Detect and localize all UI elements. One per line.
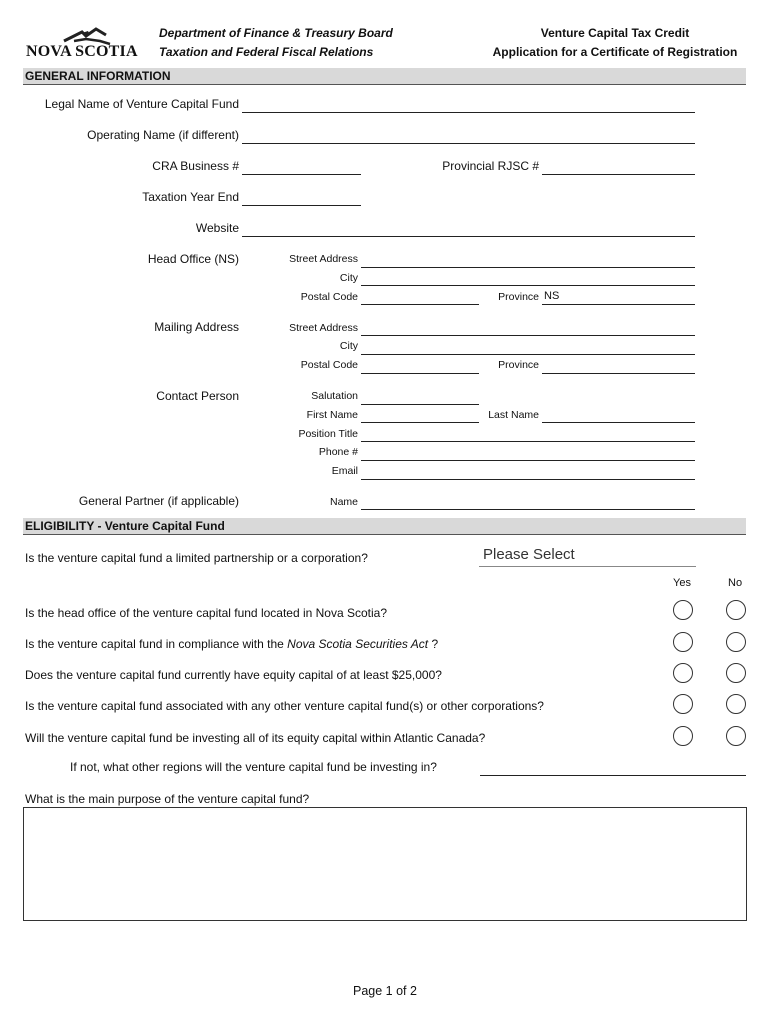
position-title-label: Position Title bbox=[298, 428, 358, 440]
entity-type-select-value: Please Select bbox=[483, 546, 575, 563]
cra-business-label: CRA Business # bbox=[152, 159, 239, 173]
mailing-street-field[interactable] bbox=[361, 335, 695, 336]
head-office-province-field[interactable] bbox=[542, 304, 695, 305]
mailing-postal-label: Postal Code bbox=[300, 359, 358, 371]
lp-or-corporation-question: Is the venture capital fund a limited partnership or a corporation? bbox=[25, 551, 368, 565]
head-office-label: Head Office (NS) bbox=[147, 252, 239, 266]
form-title-line-1: Venture Capital Tax Credit bbox=[540, 26, 690, 40]
position-title-field[interactable] bbox=[361, 441, 695, 442]
mailing-address-label: Mailing Address bbox=[154, 320, 239, 334]
mailing-province-field[interactable] bbox=[542, 373, 695, 374]
phone-label: Phone # bbox=[318, 446, 358, 458]
atlantic-canada-no-radio[interactable] bbox=[726, 726, 746, 746]
head-office-city-label: City bbox=[339, 272, 358, 284]
equity-capital-no-radio[interactable] bbox=[726, 663, 746, 683]
cra-business-field[interactable] bbox=[242, 174, 361, 175]
website-field[interactable] bbox=[242, 236, 695, 237]
no-column-header: No bbox=[728, 577, 743, 589]
securities-act-name: Nova Scotia Securities Act bbox=[287, 637, 429, 651]
mailing-city-field[interactable] bbox=[361, 354, 695, 355]
main-purpose-textarea[interactable] bbox=[23, 807, 747, 921]
atlantic-canada-question: Will the venture capital fund be investing all of its equity capital within Atlantic Canada? bbox=[25, 731, 486, 745]
head-office-province-value: NS bbox=[544, 290, 560, 302]
department-line-2: Taxation and Federal Fiscal Relations bbox=[159, 45, 374, 59]
securities-act-question-prefix: Is the venture capital fund in compliance with the bbox=[25, 637, 288, 651]
entity-type-select[interactable] bbox=[479, 544, 696, 567]
head-office-postal-field[interactable] bbox=[361, 304, 479, 305]
associated-funds-no-radio[interactable] bbox=[726, 694, 746, 714]
securities-act-question bbox=[25, 637, 438, 651]
general-information-section-header: GENERAL INFORMATION bbox=[23, 68, 746, 85]
atlantic-canada-yes-radio[interactable] bbox=[673, 726, 693, 746]
email-label: Email bbox=[331, 465, 358, 477]
general-partner-label: General Partner (if applicable) bbox=[78, 494, 239, 508]
last-name-field[interactable] bbox=[542, 422, 695, 423]
phone-field[interactable] bbox=[361, 460, 695, 461]
eligibility-section-header: ELIGIBILITY - Venture Capital Fund bbox=[23, 518, 746, 535]
head-office-street-field[interactable] bbox=[361, 267, 695, 268]
first-name-label: First Name bbox=[306, 409, 358, 421]
associated-funds-question: Is the venture capital fund associated with any other venture capital fund(s) or other corporations? bbox=[25, 699, 544, 713]
head-office-province-label: Province bbox=[498, 291, 539, 303]
page-number: Page 1 of 2 bbox=[353, 984, 417, 998]
head-office-city-field[interactable] bbox=[361, 285, 695, 286]
taxation-year-end-field[interactable] bbox=[242, 205, 361, 206]
head-office-postal-label: Postal Code bbox=[300, 291, 358, 303]
securities-act-no-radio[interactable] bbox=[726, 632, 746, 652]
form-title-line-2: Application for a Certificate of Registration bbox=[492, 45, 738, 59]
operating-name-field[interactable] bbox=[242, 143, 695, 144]
yes-column-header: Yes bbox=[673, 577, 691, 589]
securities-act-yes-radio[interactable] bbox=[673, 632, 693, 652]
first-name-field[interactable] bbox=[361, 422, 479, 423]
email-field[interactable] bbox=[361, 479, 695, 480]
associated-funds-yes-radio[interactable] bbox=[673, 694, 693, 714]
department-line-1: Department of Finance & Treasury Board bbox=[159, 26, 393, 40]
head-office-ns-no-radio[interactable] bbox=[726, 600, 746, 620]
head-office-street-label: Street Address bbox=[289, 253, 358, 265]
mailing-postal-field[interactable] bbox=[361, 373, 479, 374]
website-label: Website bbox=[195, 221, 239, 235]
securities-act-question-suffix: ? bbox=[428, 637, 439, 651]
contact-person-label: Contact Person bbox=[156, 389, 239, 403]
main-purpose-question: What is the main purpose of the venture capital fund? bbox=[25, 792, 310, 806]
general-partner-name-field[interactable] bbox=[361, 509, 695, 510]
mailing-province-label: Province bbox=[498, 359, 539, 371]
legal-name-label: Legal Name of Venture Capital Fund bbox=[44, 97, 239, 111]
salutation-label: Salutation bbox=[311, 390, 358, 402]
taxation-year-end-label: Taxation Year End bbox=[142, 190, 239, 204]
head-office-ns-yes-radio[interactable] bbox=[673, 600, 693, 620]
logo-text: NOVA SCOTIA bbox=[26, 43, 138, 60]
nova-scotia-logo bbox=[26, 27, 146, 61]
other-regions-field[interactable] bbox=[480, 775, 746, 776]
other-regions-question: If not, what other regions will the venture capital fund be investing in? bbox=[70, 760, 437, 774]
equity-capital-question: Does the venture capital fund currently have equity capital of at least $25,000? bbox=[25, 668, 442, 682]
mailing-city-label: City bbox=[339, 340, 358, 352]
equity-capital-yes-radio[interactable] bbox=[673, 663, 693, 683]
mailing-street-label: Street Address bbox=[289, 322, 358, 334]
head-office-ns-question: Is the head office of the venture capital fund located in Nova Scotia? bbox=[25, 606, 388, 620]
operating-name-label: Operating Name (if different) bbox=[87, 128, 239, 142]
legal-name-field[interactable] bbox=[242, 112, 695, 113]
rjsc-field[interactable] bbox=[542, 174, 695, 175]
salutation-field[interactable] bbox=[361, 404, 479, 405]
rjsc-label: Provincial RJSC # bbox=[442, 159, 539, 173]
general-partner-name-label: Name bbox=[329, 496, 358, 508]
last-name-label: Last Name bbox=[488, 409, 539, 421]
